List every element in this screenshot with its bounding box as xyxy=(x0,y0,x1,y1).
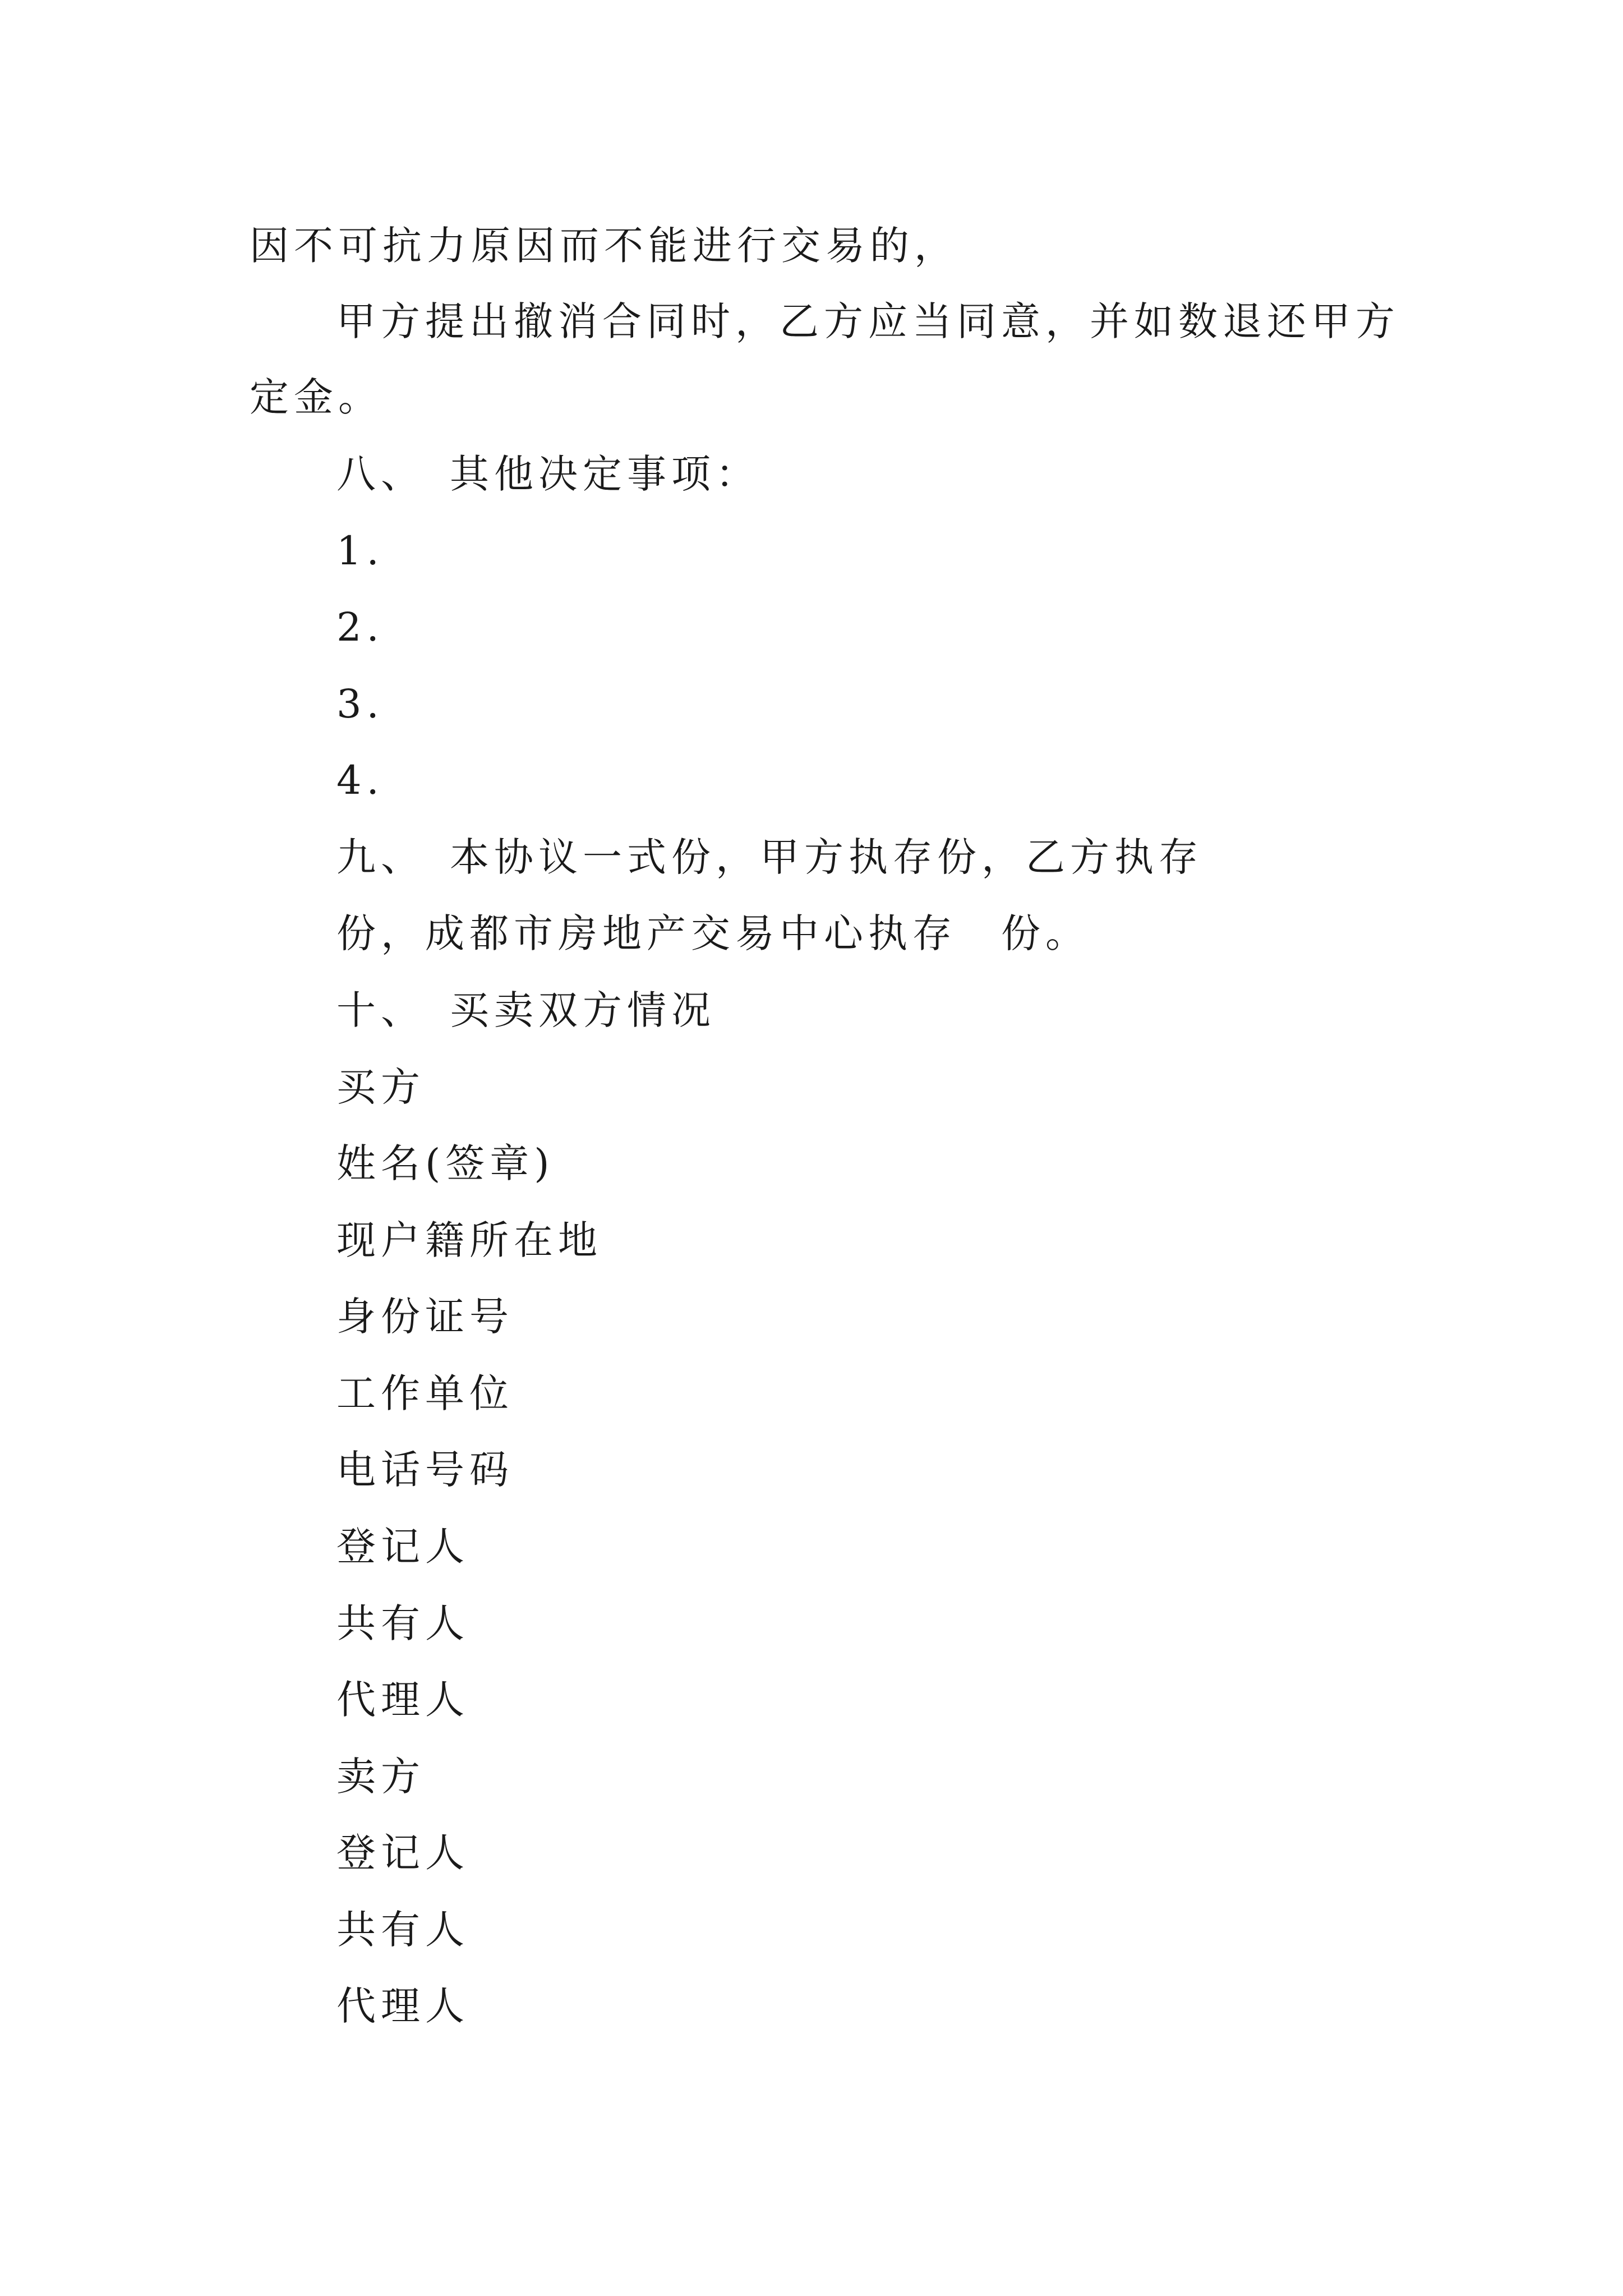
section-heading-nine: 九、 本协议一式份，甲方执存份，乙方执存 xyxy=(336,834,1203,880)
seller-co-owner-label: 共有人 xyxy=(336,1907,469,1953)
name-signature-label: 姓名(签章) xyxy=(336,1140,555,1186)
paragraph-line-cancel-contract: 甲方提出撤消合同时，乙方应当同意，并如数退还甲方 xyxy=(336,298,1400,344)
id-number-label: 身份证号 xyxy=(336,1294,514,1340)
list-item-2: 2. xyxy=(336,604,384,650)
seller-registrant-label: 登记人 xyxy=(336,1830,469,1876)
paragraph-line-copies: 份，成都市房地产交易中心执存 份。 xyxy=(336,910,1090,956)
section-heading-eight: 八、 其他决定事项： xyxy=(336,451,760,497)
section-heading-ten: 十、 买卖双方情况 xyxy=(336,987,716,1033)
paragraph-line-force-majeure: 因不可抗力原因而不能进行交易的， xyxy=(250,223,958,269)
seller-agent-label: 代理人 xyxy=(336,1983,469,2029)
work-unit-label: 工作单位 xyxy=(336,1370,514,1416)
list-item-4: 4. xyxy=(336,757,384,803)
buyer-co-owner-label: 共有人 xyxy=(336,1600,469,1646)
seller-label: 卖方 xyxy=(336,1754,425,1800)
buyer-registrant-label: 登记人 xyxy=(336,1524,469,1570)
buyer-label: 买方 xyxy=(336,1064,425,1110)
phone-number-label: 电话号码 xyxy=(336,1447,514,1493)
paragraph-line-deposit: 定金。 xyxy=(250,374,382,420)
buyer-agent-label: 代理人 xyxy=(336,1677,469,1723)
list-item-3: 3. xyxy=(336,681,384,727)
list-item-1: 1. xyxy=(336,528,384,574)
household-registration-label: 现户籍所在地 xyxy=(336,1217,602,1263)
